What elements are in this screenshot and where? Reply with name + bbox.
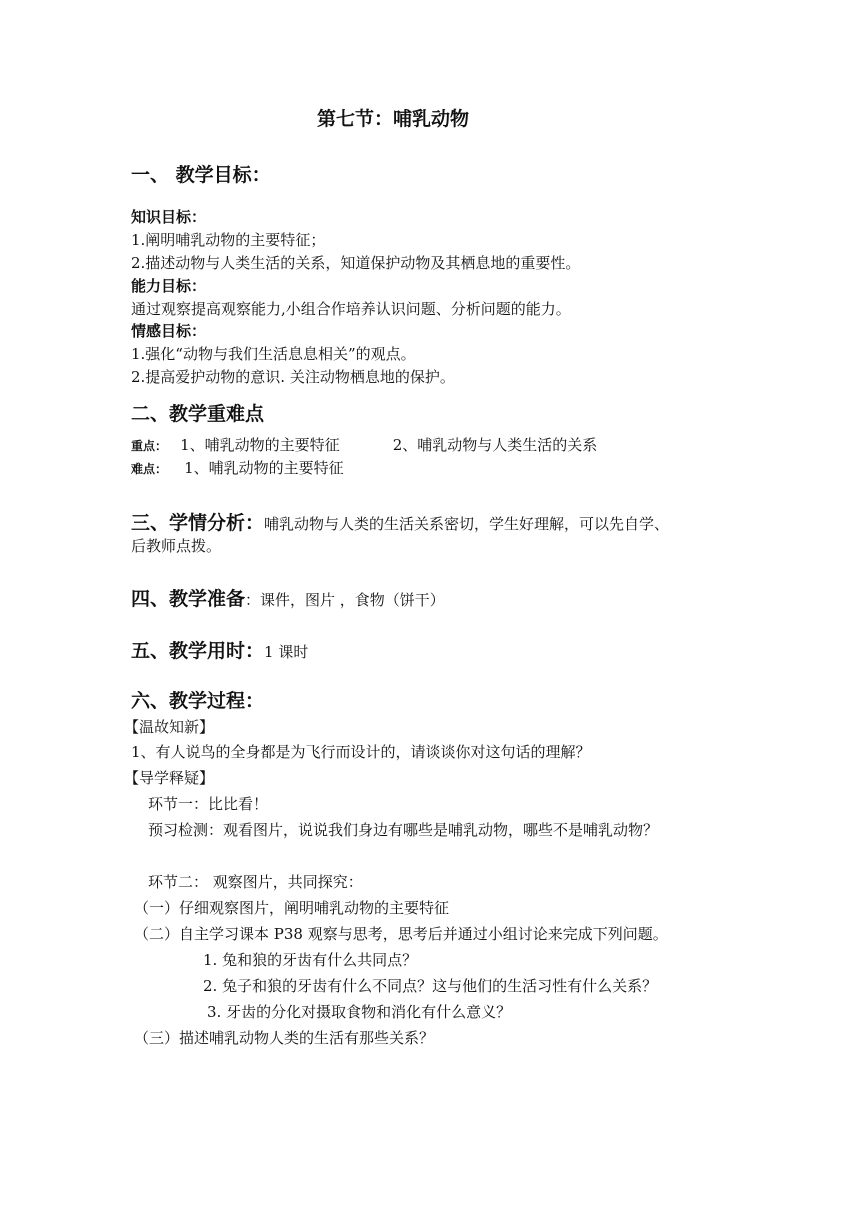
step1-text: 预习检测：观看图片，说说我们身边有哪些是哺乳动物，哪些不是哺乳动物？ — [148, 821, 659, 839]
learning-analysis-line — [131, 508, 669, 535]
emotion-objective-item: 2.提高爱护动物的意识. 关注动物栖息地的保护。 — [131, 368, 455, 386]
section-heading-preparation: 四、教学准备 — [131, 588, 246, 610]
preparation-text: ：课件，图片 ，食物（饼干） — [245, 591, 445, 609]
ability-objective-text: 通过观察提高观察能力,小组合作培养认识问题、分析问题的能力。 — [131, 300, 571, 318]
knowledge-objective-label: 知识目标： — [131, 208, 207, 226]
key-point-item: 1、哺乳动物的主要特征 — [180, 436, 340, 454]
knowledge-objective-item: 1.阐明哺乳动物的主要特征； — [131, 231, 326, 249]
analysis-text-continued: 后教师点拨。 — [131, 537, 222, 555]
duration-text: 1 课时 — [264, 643, 309, 661]
section-heading-duration: 五、教学用时： — [131, 640, 265, 662]
discussion-question: 2. 兔子和狼的牙齿有什么不同点？这与他们的生活习性有什么关系？ — [203, 977, 658, 995]
step2-part2: （二）自主学习课本 P38 观察与思考，思考后并通过小组讨论来完成下列问题。 — [134, 925, 668, 943]
analysis-text: 哺乳动物与人类的生活关系密切，学生好理解，可以先自学、 — [264, 515, 670, 533]
duration-line — [131, 636, 308, 663]
discussion-question: 3. 牙齿的分化对摄取食物和消化有什么意义？ — [207, 1003, 512, 1021]
key-point-item: 2、哺乳动物与人类生活的关系 — [392, 436, 598, 454]
guide-label: 【导学释疑】 — [124, 769, 215, 787]
preparation-line — [131, 584, 445, 611]
section-heading-key-points: 二、教学重难点 — [131, 403, 265, 425]
review-question: 1、有人说鸟的全身都是为飞行而设计的，请谈谈你对这句话的理解？ — [131, 743, 591, 761]
knowledge-objective-item: 2.描述动物与人类生活的关系，知道保护动物及其栖息地的重要性。 — [131, 254, 581, 272]
step2-part3: （三）描述哺乳动物人类的生活有那些关系？ — [134, 1029, 435, 1047]
page-title: 第七节：哺乳动物 — [316, 108, 469, 130]
ability-objective-label: 能力目标： — [131, 277, 207, 295]
section-heading-objectives: 一、 教学目标： — [131, 164, 271, 186]
step1-title: 环节一：比比看！ — [148, 795, 269, 813]
review-label: 【温故知新】 — [124, 718, 215, 736]
difficulty-label: 难点： — [131, 462, 168, 476]
key-point-label: 重点： — [131, 439, 168, 453]
step2-title: 环节二： 观察图片，共同探究： — [148, 873, 363, 891]
step2-part1: （一）仔细观察图片，阐明哺乳动物的主要特征 — [134, 899, 450, 917]
section-heading-analysis: 三、学情分析： — [131, 512, 265, 534]
emotion-objective-label: 情感目标： — [131, 322, 207, 340]
key-point-row — [131, 434, 597, 455]
difficulty-row — [131, 457, 344, 478]
discussion-question: 1. 兔和狼的牙齿有什么共同点？ — [203, 951, 418, 969]
difficulty-item: 1、哺乳动物的主要特征 — [184, 459, 344, 477]
section-heading-process: 六、教学过程： — [131, 690, 265, 712]
emotion-objective-item: 1.强化“动物与我们生活息息相关”的观点。 — [131, 345, 416, 363]
